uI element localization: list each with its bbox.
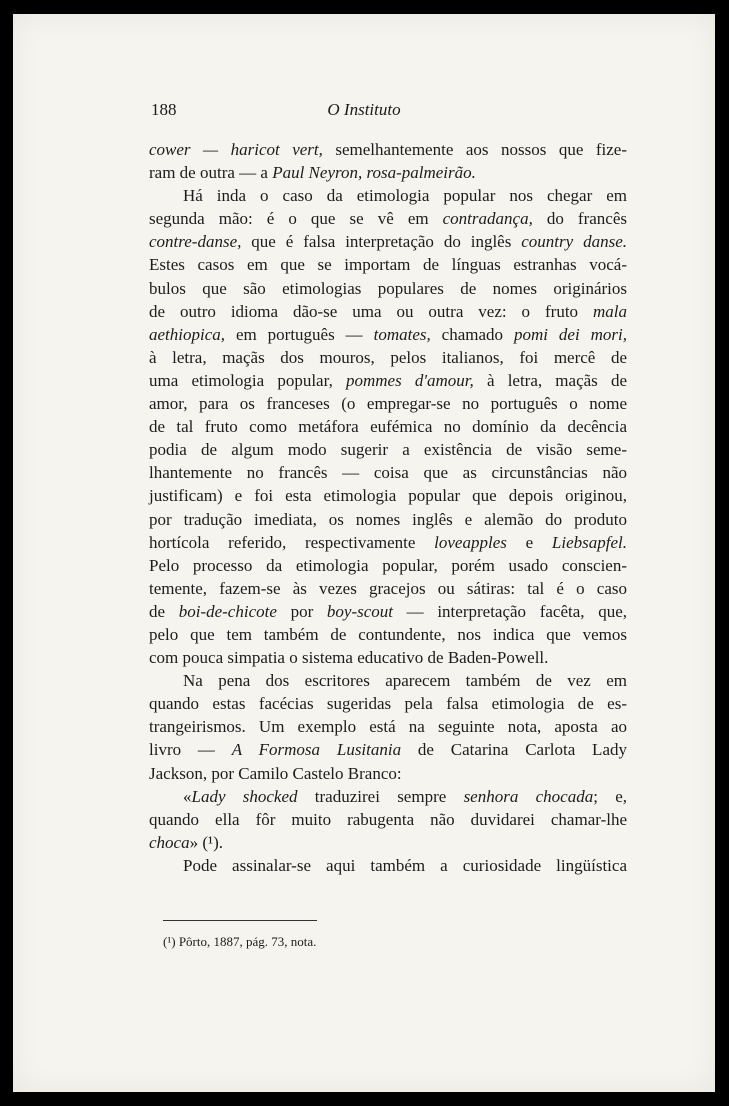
text-line [149,692,627,715]
italic-term: Paul Neyron, rosa-palmeirão. [272,163,476,183]
text-line [149,438,627,461]
text-run: e [506,532,552,552]
text-line [149,669,627,692]
text-line [149,808,627,831]
text-run: ; e, [593,786,627,806]
text-line [149,253,627,276]
text-line [149,415,627,438]
page-number: 188 [151,100,177,119]
text-run: hortícola referido, respectivamente [149,532,435,552]
text-line [149,854,627,877]
text-line [149,346,627,369]
text-line [149,138,627,161]
text-run: Na pena dos escritores aparecem também de vez em [183,671,627,691]
text-line [149,230,627,253]
text-run: ram de outra — a [149,163,273,183]
text-run: segunda mão: é o que se vê em [149,209,443,229]
text-run: em português — [225,324,374,344]
text-run: chamado [430,324,514,344]
italic-term: contradança, [442,209,533,229]
italic-term: mala [593,301,627,321]
text-line [149,392,627,415]
text-line [149,184,627,207]
text-run: — interpretação facêta, que, [393,601,627,621]
text-line [149,369,627,392]
text-line [149,461,627,484]
text-run: amor, para os franceses (o empregar-se no português o nome [149,394,627,414]
text-run: lhantemente no francês — coisa que as circunstâncias não [149,463,627,483]
footnote-marker: (¹) [163,934,176,949]
text-run: justificam) e foi esta etimologia popular que depois originou, [149,486,627,506]
text-run: Pelo processo da etimologia popular, porém usado conscien- [149,555,627,575]
text-run: de [149,601,179,621]
text-run: de Catarina Carlota Lady [401,740,627,760]
text-run: temente, fazem-se às vezes gracejos ou sátiras: tal é o caso [149,578,627,598]
text-run: uma etimologia popular, [149,370,346,390]
text-line [149,531,627,554]
italic-term: boy-scout [326,601,393,621]
book-page [13,14,715,1092]
footnote [163,934,316,950]
text-line [149,207,627,230]
text-run: semelhantemente aos nossos que fize- [322,140,627,159]
text-run: Estes casos em que se importam de línguas estranhas vocá- [149,255,627,275]
text-run: traduzirei sempre [297,786,464,806]
text-run: livro — [149,740,232,760]
text-run: bulos que são etimologias populares de nomes originários [149,278,627,298]
footnote-text: Pôrto, 1887, pág. 73, nota. [178,934,317,949]
text-line [149,277,627,300]
text-line [149,762,627,785]
text-line [149,577,627,600]
text-run: por tradução imediata, os nomes inglês e alemão do produto [149,509,627,529]
text-run: pelo que tem também de contundente, nos indica que vemos [149,624,627,644]
italic-term: tomates, [373,324,431,344]
text-run: » (¹). [189,832,224,852]
text-run: Pode assinalar-se aqui também a curiosidade lingüística [183,855,627,875]
text-run: por [276,601,327,621]
text-line [149,623,627,646]
italic-term: A Formosa Lusitania [231,740,402,760]
italic-term: senhora chocada [463,786,594,806]
footnote-divider [163,920,317,921]
text-line [149,300,627,323]
text-line [149,508,627,531]
text-run: trangeirismos. Um exemplo está na seguinte nota, aposta ao [149,717,627,737]
text-run: que é falsa interpretação do inglês [241,232,522,252]
text-run: quando ella fôr muito rabugenta não duvidarei chamar-lhe [149,809,627,829]
text-run: à letra, maçãs dos mouros, pelos italianos, foi mercê de [149,347,627,367]
italic-term: boi-de-chicote [178,601,277,621]
italic-term: loveapples [434,532,507,552]
text-line [149,554,627,577]
italic-term: Lady shocked [191,786,298,806]
text-run: « [183,786,192,806]
italic-term: pomi dei mori, [513,324,627,344]
italic-term: Liebsapfel. [551,532,627,552]
italic-term: country danse. [521,232,627,252]
page-header [13,100,715,124]
text-line [149,715,627,738]
text-line [149,323,627,346]
text-run: de outro idioma dão-se uma ou outra vez: o fruto [149,301,593,321]
italic-term: pommes d'amour, [346,370,474,390]
running-title: O Instituto [327,100,401,119]
text-line [149,161,627,184]
body-text [149,138,627,877]
italic-term: contre-danse, [149,232,242,252]
text-run: à letra, maçãs de [473,370,628,390]
text-run: de tal fruto como metáfora eufémica no domínio da decência [149,417,627,437]
text-run: do francês [532,209,627,229]
text-run: Há inda o caso da etimologia popular nos chegar em [183,186,627,206]
text-run: com pouca simpatia o sistema educativo de Baden-Powell. [149,648,549,668]
text-line [149,646,627,669]
italic-term: cower — haricot vert, [149,140,323,159]
text-run: quando estas facécias sugeridas pela falsa etimologia de es- [149,694,627,714]
text-line [149,600,627,623]
text-line [149,785,627,808]
text-line [149,831,627,854]
text-line [149,738,627,761]
text-run: Jackson, por Camilo Castelo Branco: [149,763,402,783]
italic-term: aethiopica, [149,324,226,344]
text-line [149,484,627,507]
italic-term: choca [149,832,190,852]
text-run: podia de algum modo sugerir a existência de visão seme- [149,440,627,460]
